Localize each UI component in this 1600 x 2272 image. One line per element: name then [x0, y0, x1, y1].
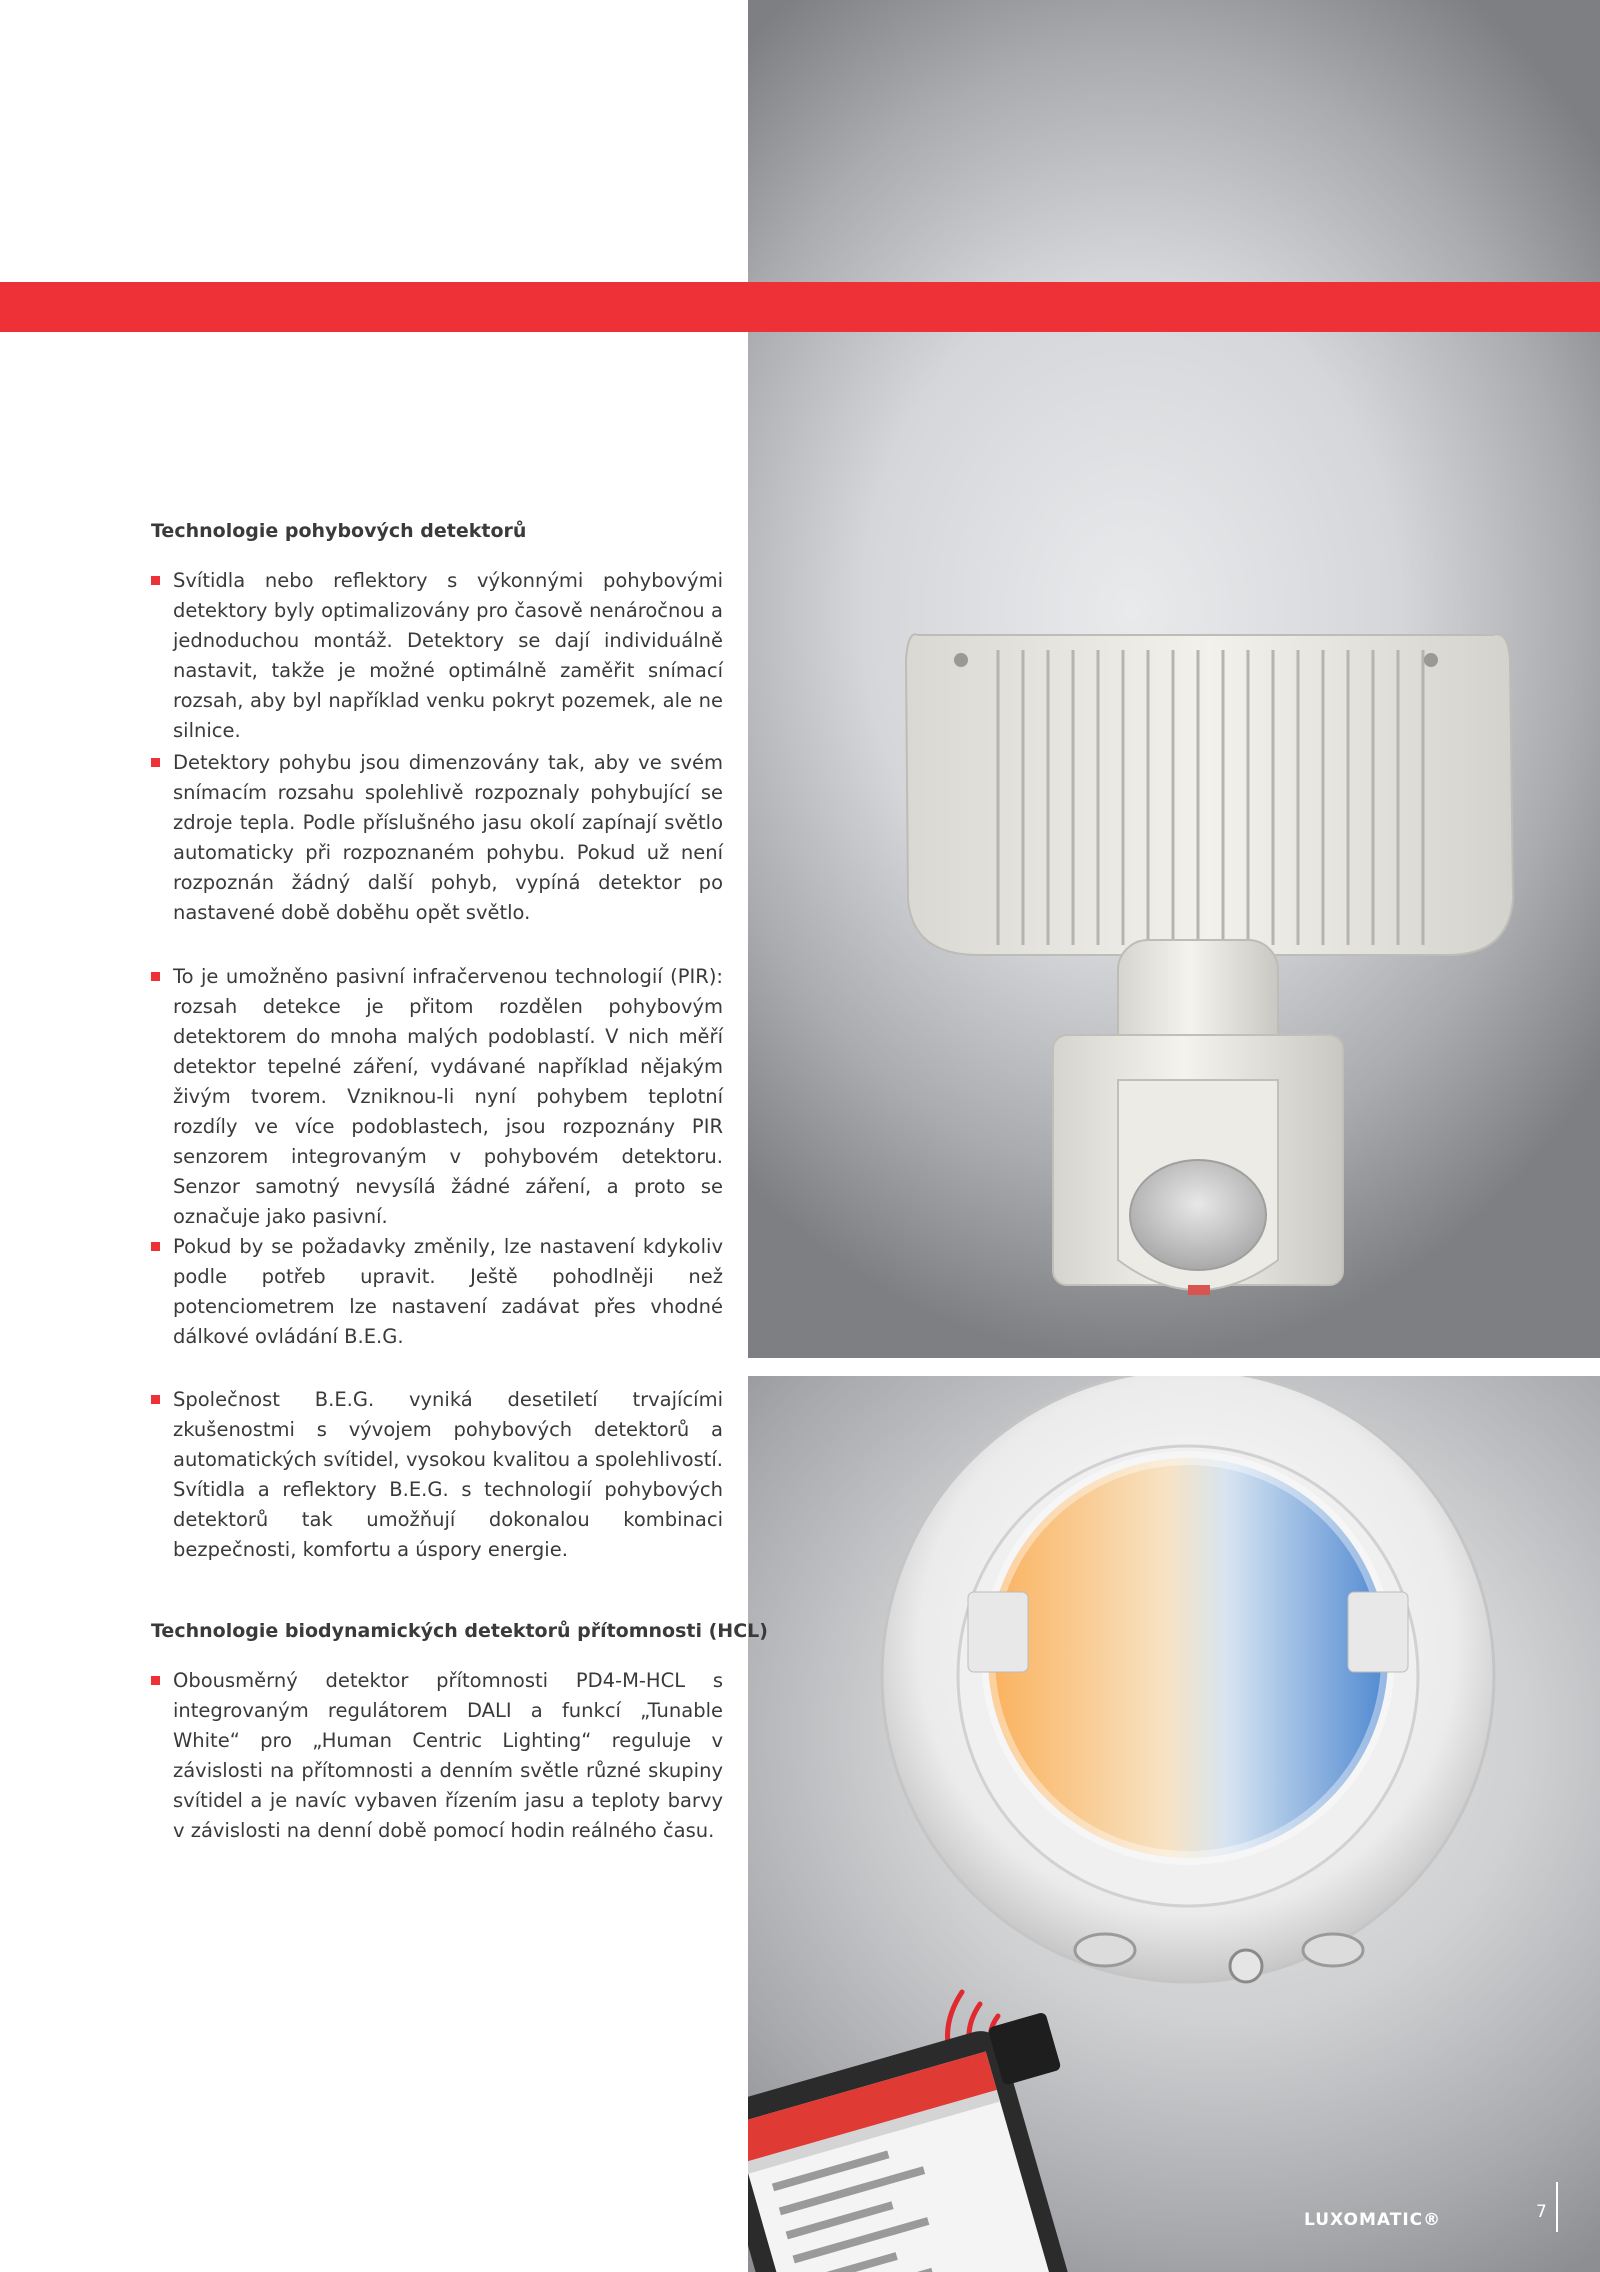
paragraph-motion-4: Pokud by se požadavky změnily, lze nastavení kdykoliv podle potřeb upravit. Ještě pohodlněji než potenciometrem lze nastavení zadávat přes vhodné dálkové ovládání B.E.G. [151, 1232, 723, 1352]
paragraph-motion-1: Svítidla nebo reflektory s výkonnými pohybovými detektory byly optimalizovány pro časově nenáročnou a jednoduchou montáž. Detektory se dají individuálně nastavit, takže je možné optimálně zaměřit snímací rozsah, aby byl například venku pokryt pozemek, ale ne silnice. [151, 566, 723, 746]
luxomatic-logo: LUXOMATIC® [1304, 2210, 1442, 2230]
presence-detector-photo [748, 1376, 1600, 2272]
page-number: 7 [1536, 2202, 1547, 2222]
floodlight-illustration [748, 0, 1600, 1358]
floodlight-photo [748, 0, 1600, 1358]
section-heading-hcl: Technologie biodynamických detektorů přítomnosti (HCL) [151, 1620, 768, 1642]
paragraph-motion-3: To je umožněno pasivní infračervenou technologií (PIR): rozsah detekce je přitom rozdělen pohybovým detektorem do mnoha malých podoblastí. V nich měří detektor tepelné záření, vydávané například nějakým živým tvorem. Vzniknou-li nyní pohybem teplotní rozdíly ve více podoblastech, jsou rozpoznány PIR senzorem integrovaným v pohybovém detektoru. Senzor samotný nevysílá žádné záření, a proto se označuje jako pasivní. [151, 962, 723, 1232]
paragraph-hcl-1: Obousměrný detektor přítomnosti PD4-M-HCL s integrovaným regulátorem DALI a funkcí „Tunable White“ pro „Human Centric Lighting“ reguluje v závislosti na přítomnosti a denním světle různé skupiny svítidel a je navíc vybaven řízením jasu a teploty barvy v závislosti na denní době pomocí hodin reálného času. [151, 1666, 723, 1846]
paragraph-motion-2: Detektory pohybu jsou dimenzovány tak, aby ve svém snímacím rozsahu spolehlivě rozpoznaly pohybující se zdroje tepla. Podle příslušného jasu okolí zapínají světlo automaticky při rozpoznaném pohybu. Pokud už není rozpoznán žádný další pohyb, vypíná detektor po nastavené době doběhu opět světlo. [151, 748, 723, 928]
section-heading-motion: Technologie pohybových detektorů [151, 520, 527, 542]
presence-detector-illustration [748, 1376, 1600, 2272]
paragraph-motion-5: Společnost B.E.G. vyniká desetiletí trvajícími zkušenostmi s vývojem pohybových detektorů a automatických svítidel, vysokou kvalitou a spolehlivostí. Svítidla a reflektory B.E.G. s technologií pohybových detektorů tak umožňují dokonalou kombinaci bezpečnosti, komfortu a úspory energie. [151, 1385, 723, 1565]
page-number-divider [1556, 2182, 1558, 2232]
red-accent-bar [0, 282, 1600, 332]
